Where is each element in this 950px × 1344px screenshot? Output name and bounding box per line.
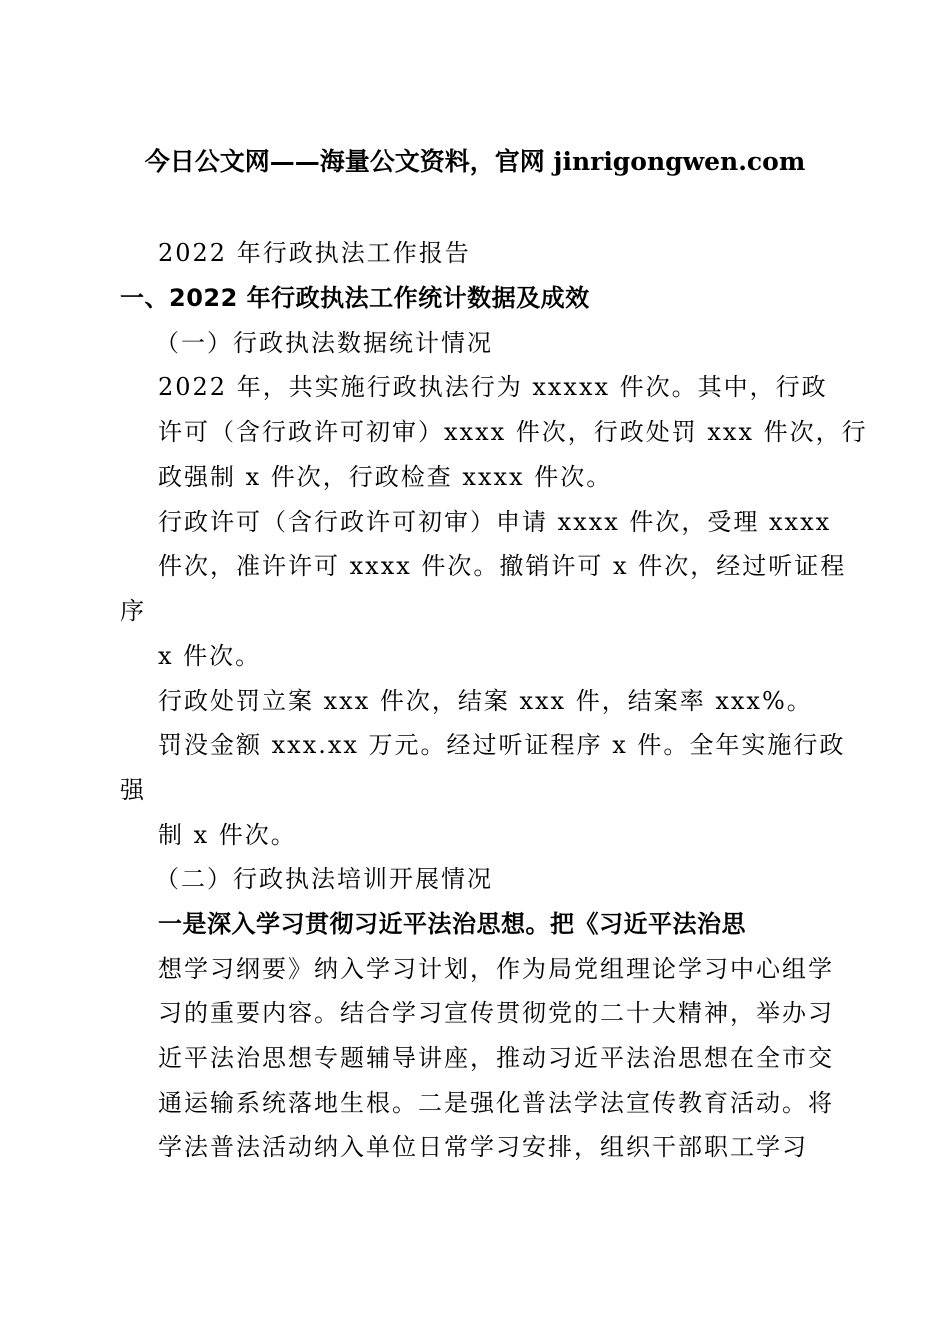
body-line: 近平法治思想专题辅导讲座，推动习近平法治思想在全市交	[158, 1044, 834, 1072]
body-line: 件次，准许许可 xxxx 件次。撤销许可 x 件次，经过听证程	[158, 552, 847, 580]
body-line: 序	[120, 597, 146, 625]
body-line: 许可（含行政许可初审）xxxx 件次，行政处罚 xxx 件次，行	[158, 418, 868, 446]
document-title: 2022 年行政执法工作报告	[158, 239, 471, 267]
body-line: 习的重要内容。结合学习宣传贯彻党的二十大精神，举办习	[158, 999, 834, 1027]
body-line: 罚没金额 xxx.xx 万元。经过听证程序 x 件。全年实施行政	[158, 731, 846, 759]
body-line: x 件次。	[158, 642, 262, 670]
subsection-heading-2: （二）行政执法培训开展情况	[155, 865, 493, 893]
body-line: 强	[120, 776, 146, 804]
body-line: 2022 年，共实施行政执法行为 xxxxx 件次。其中，行政	[158, 373, 828, 401]
site-header: 今日公文网——海量公文资料，官网 jinrigongwen.com	[144, 147, 806, 176]
body-line-lead: 一是深入学习贯彻习近平法治思想。把《习近平法治思	[158, 910, 746, 938]
section-heading-1: 一、2022 年行政执法工作统计数据及成效	[120, 284, 590, 312]
subsection-heading-1: （一）行政执法数据统计情况	[155, 329, 493, 357]
body-line: 政强制 x 件次，行政检查 xxxx 件次。	[158, 463, 613, 491]
body-line: 通运输系统落地生根。二是强化普法学法宣传教育活动。将	[158, 1089, 834, 1117]
body-line: 制 x 件次。	[158, 821, 297, 849]
body-line: 行政处罚立案 xxx 件次，结案 xxx 件，结案率 xxx%。	[158, 687, 813, 715]
body-line: 学法普法活动纳入单位日常学习安排，组织干部职工学习	[158, 1133, 808, 1161]
body-line: 想学习纲要》纳入学习计划，作为局党组理论学习中心组学	[158, 955, 834, 983]
body-line: 行政许可（含行政许可初审）申请 xxxx 件次，受理 xxxx	[158, 508, 832, 536]
